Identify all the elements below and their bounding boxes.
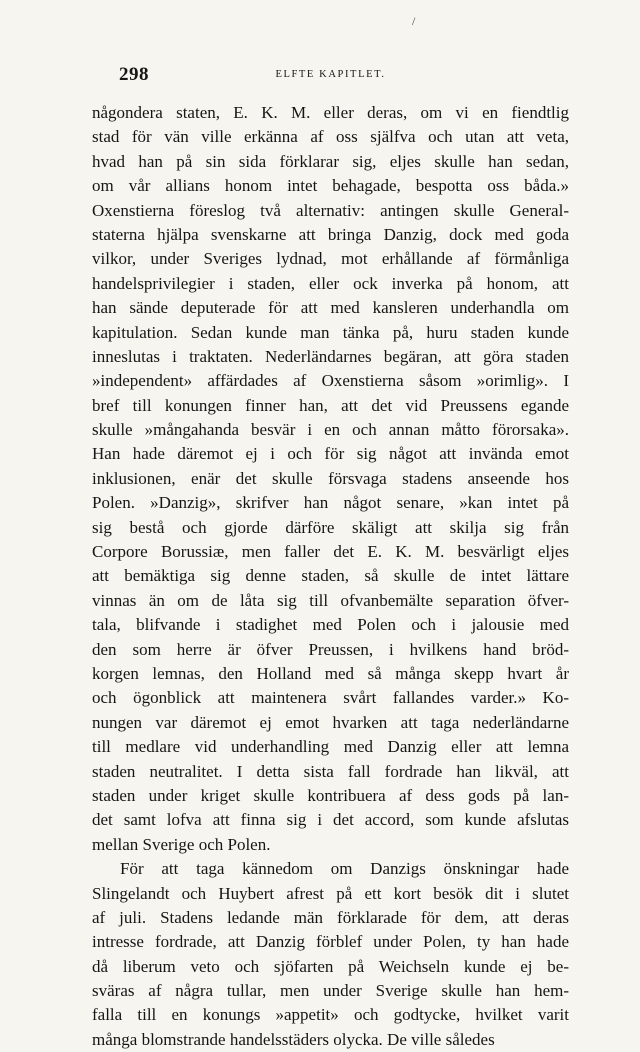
text-line: någondera staten, E. K. M. eller deras, om vi en fiendtlig	[92, 103, 569, 122]
page-header	[92, 64, 569, 94]
text-line: staden neutralitet. I detta sista fall fordrade han likväl, att	[92, 761, 569, 781]
text-line: Oxenstierna föreslog två alternativ: antingen skulle General-	[92, 200, 569, 220]
text-line: bref till konungen finner han, att det vid Preussens egande	[92, 395, 569, 415]
text-line: För att taga kännedom om Danzigs önskningar hade	[120, 859, 569, 879]
text-line: intresse fordrade, att Danzig förblef under Polen, ty han hade	[92, 932, 569, 952]
text-line: om vår allians honom intet behagade, bespotta oss båda.»	[92, 176, 569, 196]
paragraph	[92, 101, 569, 857]
text-line: vinnas än om de låta sig till ofvanbemälte separation öfver-	[92, 590, 569, 610]
text-line: tala, blifvande i stadighet med Polen och i jalousie med	[92, 615, 569, 635]
body-text	[92, 101, 569, 1052]
text-line: Corpore Borussiæ, men faller det E. K. M. besvärligt eljes	[92, 542, 569, 562]
text-line: inneslutas i traktaten. Nederländarnes begäran, att göra staden	[92, 346, 569, 366]
text-line: Han hade däremot ej i och för sig något att invända emot	[92, 444, 569, 464]
text-line: handelsprivilegier i staden, eller ock inverka på honom, att	[92, 273, 569, 293]
text-line: det samt lofva att finna sig i det accord, som kunde afslutas	[92, 810, 569, 830]
text-line: att bemäktiga sig denne staden, så skulle de intet lättare	[92, 566, 569, 586]
text-line: Slingelandt och Huybert afrest på ett kort besök dit i slutet	[92, 883, 569, 903]
paragraph	[92, 857, 569, 1052]
text-line: till medlare vid underhandling med Danzig eller att lemna	[92, 737, 569, 757]
text-line: »independent» affärdades af Oxenstierna såsom »orimlig». I	[92, 371, 569, 391]
text-line: af juli. Stadens ledande män förklarade för dem, att deras	[92, 907, 569, 927]
text-line: falla till en konungs »appetit» och godtycke, hvilket varit	[92, 1005, 569, 1025]
text-line: inklusionen, enär det skulle försvaga stadens anseende hos	[92, 468, 569, 488]
page-number: 298	[119, 64, 149, 85]
running-head: ELFTE KAPITLET.	[275, 69, 386, 80]
text-line: staterna hjälpa svenskarne att bringa Danzig, dock med goda	[92, 224, 569, 244]
text-line: den som herre är öfver Preussen, i hvilkens hand bröd-	[92, 639, 569, 659]
stray-mark: /	[412, 14, 416, 28]
text-line: sväras af några tullar, men under Sverige skulle han hem-	[92, 981, 569, 1001]
text-line: vilkor, under Sveriges lydnad, mot erhållande af förmånliga	[92, 249, 569, 269]
text-line: sig bestå och gjorde därföre skäligt att skilja sig från	[92, 517, 569, 537]
text-line: skulle »mångahanda besvär i en och annan måtto förorsaka».	[92, 420, 569, 440]
text-line: hvad han på sin sida förklarar sig, eljes skulle han sedan,	[92, 151, 569, 171]
text-line: nungen var däremot ej emot hvarken att taga nederländarne	[92, 712, 569, 732]
text-line: kapitulation. Sedan kunde man tänka på, huru staden kunde	[92, 322, 569, 342]
text-line: staden under kriget skulle kontribuera af dess gods på lan-	[92, 785, 569, 805]
text-line: då liberum veto och sjöfarten på Weichseln kunde ej be-	[92, 956, 569, 976]
text-line: många blomstrande handelsstäders olycka. De ville således	[92, 1029, 495, 1049]
text-line: stad för vän ville erkänna af oss själfva och utan att veta,	[92, 127, 569, 147]
text-line: Polen. »Danzig», skrifver han något senare, »kan intet på	[92, 493, 569, 513]
text-line: och ögonblick att maintenera svårt fallandes varder.» Ko-	[92, 688, 569, 708]
text-line: mellan Sverige och Polen.	[92, 834, 271, 854]
text-line: han sände deputerade för att med kansleren underhandla om	[92, 298, 569, 318]
text-line: korgen lemnas, den Holland med så många skepp hvart år	[92, 663, 569, 683]
